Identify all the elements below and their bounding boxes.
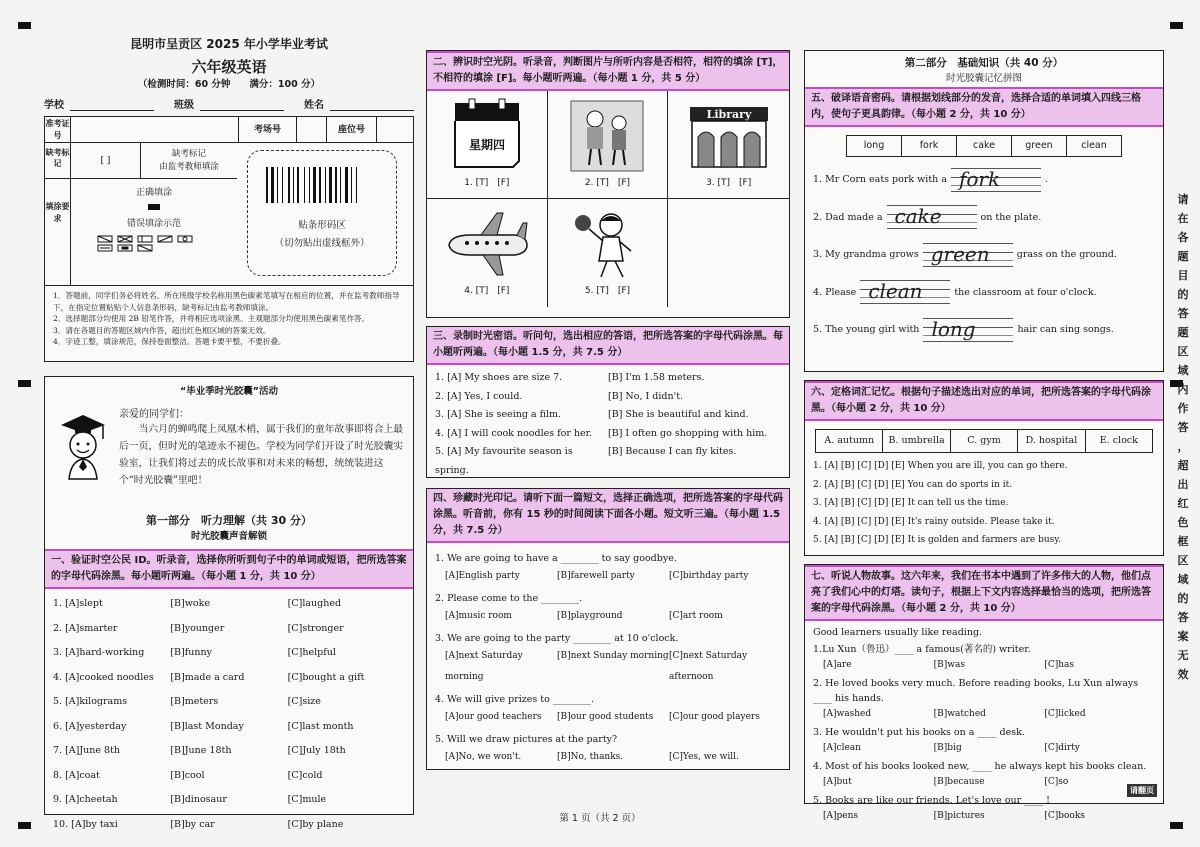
question-text: 5. Will we draw pictures at the party? — [435, 734, 618, 745]
answer-option[interactable]: [C]dirty — [1044, 743, 1080, 753]
seat-label: 座位号 — [327, 117, 377, 142]
sentence-start: 1. Mr Corn eats pork with a — [813, 174, 947, 186]
exam-meta: （检测时间：60 分钟 满分：100 分） — [137, 79, 321, 90]
answer-option[interactable]: [C]size — [287, 696, 321, 707]
vocab-item: B. umbrella — [883, 430, 950, 452]
absent-checkbox[interactable]: [ ] — [71, 143, 141, 178]
question-text: 2. Please come to the ________. — [435, 593, 583, 604]
answer-option[interactable]: [C]mule — [287, 794, 327, 805]
student-info-line — [44, 98, 414, 114]
side-char: 色 — [1177, 516, 1189, 529]
option-row — [813, 740, 1155, 757]
picture-item-2 — [548, 91, 669, 199]
question-text: 2. He loved books very much. Before reading books, Lu Xun always ____ his hands. — [813, 678, 1139, 704]
picture-item-3-label[interactable]: 3. [T] [F] — [706, 178, 752, 188]
side-char: 案 — [1177, 630, 1189, 643]
vocab-item: D. hospital — [1018, 430, 1085, 452]
picture-item-4 — [427, 199, 548, 307]
answer-row — [53, 739, 405, 764]
room-field[interactable] — [297, 117, 327, 142]
answer-option[interactable]: [B]watched — [933, 709, 986, 719]
correct-fill-label: 正确填涂 — [135, 188, 172, 198]
calendar-weekday: 星期四 — [468, 138, 505, 152]
side-char: 无 — [1177, 649, 1189, 662]
side-char: 内 — [1177, 383, 1189, 396]
option-row — [435, 566, 781, 587]
barcode-bar — [345, 167, 348, 203]
word-bank-item: cake — [957, 136, 1012, 156]
picture-item-4-label[interactable]: 4. [T] [F] — [464, 286, 510, 296]
absent-label: 缺考标记 — [45, 143, 71, 178]
side-char: 出 — [1177, 478, 1189, 491]
word-bank-item: fork — [902, 136, 957, 156]
answer-option[interactable]: [A]clean — [823, 743, 861, 753]
turn-page-label: 请翻页 — [1127, 784, 1157, 797]
barcode-bar — [356, 167, 357, 203]
picture-item-5-label[interactable]: 5. [T] [F] — [584, 286, 631, 296]
sentence-start: 5. The young girl with — [813, 324, 920, 336]
sentence-end: the classroom at four o'clock. — [954, 286, 1097, 298]
answer-option[interactable]: [B] She is beautiful and kind. — [608, 409, 749, 420]
sentence-end: on the plate. — [980, 211, 1042, 223]
vocab-question[interactable]: 2. [A] [B] [C] [D] [E] You can do sports in it. — [813, 479, 1013, 490]
answer-option[interactable]: [B]big — [933, 743, 962, 753]
sentence-start: 4. Please — [813, 286, 857, 298]
side-char: ， — [1177, 440, 1189, 453]
question-text: 5. Books are like our friends. Let's love our ____ ! — [813, 795, 1050, 806]
barcode-bar — [293, 167, 294, 203]
barcode-icon — [262, 165, 382, 205]
library-sign: Library — [706, 108, 752, 121]
answer-option[interactable]: [A]are — [823, 660, 852, 670]
answer-option[interactable]: [B]by car — [170, 818, 215, 830]
exam-title: 昆明市呈贡区 2025 年小学毕业考试 — [130, 37, 328, 51]
answer-option[interactable]: [C]Yes, we will. — [669, 752, 739, 762]
answer-option[interactable]: 8. [A]coat — [53, 769, 100, 781]
side-char: 域 — [1177, 364, 1189, 377]
subject-title: 六年级英语 — [191, 58, 267, 76]
exam-header — [44, 36, 414, 92]
answer-option[interactable]: 4. [A] I will cook noodles for her. — [435, 427, 593, 439]
barcode-bar — [282, 167, 283, 203]
section1-header: 一、验证时空公民 ID。听录音，选择你所听到句子中的单词或短语，把所选答案的字母代码涂黑。每小题听两遍。（每小题 1 分，共 10 分） — [45, 549, 413, 589]
wrong-fill-marks — [94, 233, 214, 253]
answer-option[interactable]: 2. [A] Yes, I could. — [435, 390, 523, 402]
side-char: 目 — [1177, 269, 1189, 282]
greeting: 亲爱的同学们： — [119, 409, 189, 420]
airplane-icon — [441, 205, 533, 283]
section7-rows — [813, 642, 1155, 825]
absent-row — [45, 143, 237, 179]
four-line-grid[interactable] — [951, 168, 1041, 192]
section7-box — [804, 564, 1164, 821]
barcode-bar — [304, 167, 305, 203]
barcode-bar — [266, 167, 268, 203]
answer-row — [53, 690, 405, 715]
answer-option[interactable]: [C]stronger — [287, 622, 344, 634]
answer-option[interactable]: [C]has — [1044, 660, 1075, 670]
side-char: 答 — [1177, 421, 1189, 434]
answer-option[interactable]: [B] Because I can fly kites. — [608, 446, 737, 457]
answer-option[interactable]: [B]June 18th — [170, 745, 232, 756]
option-row — [435, 646, 781, 688]
side-char: 红 — [1177, 497, 1189, 510]
fill-examples — [71, 179, 237, 285]
calendar-icon — [447, 97, 527, 175]
answer-option[interactable]: 3. [A]hard-working — [53, 647, 145, 658]
id-row — [45, 117, 413, 143]
handwritten-answer: cake — [894, 204, 942, 229]
answer-option[interactable]: 10. [A]by taxi — [53, 818, 118, 830]
answer-option[interactable]: [A]our good teachers — [445, 712, 542, 722]
answer-row — [53, 764, 405, 789]
answer-row — [53, 666, 405, 691]
handwritten-answer: green — [930, 241, 990, 266]
wrong-fill-label: 错误填涂示范 — [126, 219, 181, 229]
barcode-bar — [271, 167, 274, 203]
section2-grid — [427, 91, 789, 307]
answer-option[interactable]: [B]No, thanks. — [557, 752, 624, 762]
vocab-question[interactable]: 1. [A] [B] [C] [D] [E] When you are ill, you can go there. — [813, 461, 1068, 471]
option-row — [435, 606, 781, 627]
handwritten-answer: clean — [868, 279, 923, 304]
answer-option[interactable]: [B]woke — [170, 598, 210, 609]
class-field[interactable] — [200, 98, 284, 111]
answer-row — [435, 388, 781, 407]
answer-option[interactable]: [B]our good students — [557, 712, 654, 722]
answer-option[interactable]: 5. [A] My favourite season is spring. — [435, 446, 573, 476]
answer-option[interactable]: 1. [A] My shoes are size 7. — [435, 372, 563, 383]
side-char: 在 — [1177, 212, 1189, 225]
question-text: 4. Most of his books looked new, ____ he always kept his books clean. — [813, 761, 1147, 772]
section3-header: 三、录制时光密语。听问句，选出相应的答语，把所选答案的字母代码涂黑。每小题听两遍。（每小题 1.5 分，共 7.5 分） — [427, 327, 789, 365]
vocab-question[interactable]: 3. [A] [B] [C] [D] [E] It can tell us the time. — [813, 498, 1009, 508]
option-row — [435, 747, 781, 768]
side-char: 题 — [1177, 250, 1189, 263]
vocab-item: E. clock — [1099, 435, 1138, 446]
side-char: 答 — [1177, 307, 1189, 320]
side-char: 域 — [1177, 573, 1189, 586]
writing-line-row — [813, 236, 1155, 274]
section4-header: 四、珍藏时光印记。请听下面一篇短文，选择正确选项，把所选答案的字母代码涂黑。听音前，你有 15 秒的时间阅读下面各小题。短文听三遍。（每小题 1.5 分，共 7.5 分） — [427, 489, 789, 543]
option-row — [813, 706, 1155, 723]
sentence-end: . — [1044, 174, 1048, 186]
id-label: 准考证号 — [45, 119, 70, 140]
section5-header: 五、破译语音密码。请根据划线部分的发音，选择合适的单词填入四线三格内，使句子更具韵律。（每小题 2 分，共 10 分） — [805, 87, 1163, 127]
part2-subtitle: 时光胶囊记忆拼图 — [945, 73, 1022, 84]
answer-option[interactable]: [B]farewell party — [557, 571, 635, 581]
four-line-grid[interactable] — [923, 243, 1013, 267]
barcode-bar — [325, 167, 326, 203]
answer-option[interactable]: [A]pens — [823, 811, 859, 821]
listening-box — [44, 376, 414, 830]
barcode-bar — [340, 167, 341, 203]
alignment-marker — [18, 380, 31, 387]
handwritten-answer: long — [931, 316, 976, 341]
answer-option[interactable]: [C]birthday party — [669, 571, 749, 581]
side-instruction — [1174, 190, 1192, 684]
answer-option[interactable]: [B]meters — [170, 696, 219, 707]
picture-item-1 — [427, 91, 548, 199]
answer-option[interactable]: [C]next Saturday afternoon — [669, 651, 748, 682]
note-2: 2．选择题部分均使用 2B 铅笔作答，并将相应选项涂黑。主观题部分均使用黑色碳素笔作答。 — [53, 314, 370, 323]
side-char: 超 — [1177, 459, 1189, 472]
answer-row — [53, 641, 405, 666]
question-text: 1.Lu Xun（鲁迅）____ a famous(著名的) writer. — [813, 644, 1031, 655]
name-label: 姓名 — [304, 100, 324, 111]
side-char: 答 — [1177, 611, 1189, 624]
side-char: 框 — [1177, 535, 1189, 548]
activity-title: “毕业季时光胶囊”活动 — [180, 386, 278, 397]
barcode-bar — [319, 167, 321, 203]
side-char: 区 — [1177, 554, 1189, 567]
section2-box — [426, 50, 790, 318]
answer-row — [53, 715, 405, 740]
section1-rows — [45, 589, 413, 837]
note-3: 3．请在各题目的答题区域内作答，超出红色框区域的答案无效。 — [53, 325, 271, 335]
picture-item-3 — [668, 91, 789, 199]
vocab-item: C. gym — [951, 430, 1018, 452]
answer-option[interactable]: [C]laughed — [287, 598, 342, 609]
fill-row — [45, 179, 237, 285]
absent-note: 缺考标记 由监考教师填涂 — [159, 149, 219, 172]
word-bank-item: long — [847, 136, 902, 156]
answer-option[interactable]: [B]last Monday — [170, 720, 244, 732]
picture-item-5 — [548, 199, 669, 307]
page-footer: 第 1 页（共 2 页） — [559, 813, 641, 824]
answer-option[interactable]: [B] I'm 1.58 meters. — [608, 372, 705, 383]
answer-option[interactable]: [B]next Sunday morning — [557, 651, 669, 661]
answer-option[interactable]: [C]by plane — [287, 818, 344, 830]
intro-area — [45, 383, 413, 513]
answer-option[interactable]: 2. [A]smarter — [53, 622, 118, 634]
answer-option[interactable]: [C]July 18th — [287, 745, 346, 756]
section6-rows — [805, 457, 1163, 550]
section5-box — [804, 50, 1164, 372]
correct-fill-mark — [148, 204, 160, 210]
side-char: 请 — [1177, 193, 1189, 206]
answer-option[interactable]: [C]bought a gift — [287, 671, 365, 683]
answer-option[interactable]: [C]cold — [287, 769, 323, 781]
answer-option[interactable]: [B]cool — [170, 769, 205, 781]
section7-intro: Good learners usually like reading. — [813, 627, 983, 638]
sentence-end: grass on the ground. — [1016, 249, 1117, 261]
four-line-grid[interactable] — [887, 205, 977, 229]
answer-sheet-info — [44, 116, 414, 286]
answer-option[interactable]: [C]helpful — [287, 647, 336, 658]
barcode-bar — [288, 167, 290, 203]
answer-option[interactable]: [A]No, we won't. — [445, 752, 522, 762]
question-text: 3. He wouldn't put his books on a ____ desk. — [813, 727, 1025, 738]
answer-row — [435, 443, 781, 480]
answer-option[interactable]: [C]licked — [1044, 709, 1086, 719]
answer-row — [435, 369, 781, 388]
section2-header: 二、辨识时空光阴。听录音，判断图片与所听内容是否相符，相符的填涂 [T]，不相符的填涂 [F]。每小题听两遍。（每小题 1 分，共 5 分） — [427, 51, 789, 91]
vocab-bank — [815, 429, 1153, 453]
library-building-icon — [684, 97, 774, 175]
vocab-question[interactable]: 4. [A] [B] [C] [D] [E] It's rainy outside. Please take it. — [813, 516, 1055, 527]
writing-line-row — [813, 199, 1155, 237]
name-field[interactable] — [330, 98, 414, 111]
picture-item-empty — [668, 199, 789, 307]
answer-row — [435, 406, 781, 425]
answer-option[interactable]: [B]was — [933, 660, 965, 670]
answer-option[interactable]: [B]dinosaur — [170, 794, 227, 805]
section3-rows — [427, 365, 789, 484]
writing-line-row — [813, 161, 1155, 199]
answer-option[interactable]: [B]made a card — [170, 671, 245, 683]
answer-option[interactable]: [B]funny — [170, 647, 212, 658]
section7-header: 七、听说人物故事。这六年来，我们在书本中遇到了许多伟大的人物，他们点亮了我们心中的灯塔。读句子，根据上下文内容选择最恰当的选项，把所选答案的字母代码涂黑。（每小题 2 分，共 10 分） — [805, 565, 1163, 621]
answer-option[interactable]: 7. [A]June 8th — [53, 745, 121, 756]
answer-option[interactable]: [B]playground — [557, 611, 623, 621]
room-label: 考场号 — [239, 117, 297, 142]
barcode-bar — [277, 167, 278, 203]
note-1: 1．答题前，同学们务必将姓名、所在班级学校名称用黑色碳素笔填写在相应的位置，并在监考教师指导下，在指定位置粘贴个人信息条形码，缺考标记由监考教师填涂。 — [53, 291, 400, 312]
answer-option[interactable]: [A]next Saturday morning — [445, 651, 523, 682]
picture-item-1-label[interactable]: 1. [T] [F] — [464, 178, 510, 188]
answer-option[interactable]: [C]art room — [669, 611, 723, 621]
answer-option[interactable]: [C]books — [1044, 811, 1085, 821]
barcode-bar — [309, 167, 310, 203]
side-char: 题 — [1177, 326, 1189, 339]
side-char: 区 — [1177, 345, 1189, 358]
vocab-question[interactable]: 5. [A] [B] [C] [D] [E] It is golden and farmers are busy. — [813, 535, 1062, 545]
side-char: 效 — [1177, 668, 1189, 681]
option-row — [813, 774, 1155, 791]
answer-option[interactable]: [A]but — [823, 777, 852, 787]
id-field[interactable] — [71, 117, 239, 142]
notes-box — [44, 286, 414, 362]
answer-option[interactable]: 9. [A]cheetah — [53, 794, 118, 805]
answer-option[interactable]: 6. [A]yesterday — [53, 720, 127, 732]
sentence-end: hair can sing songs. — [1017, 324, 1114, 336]
answer-row — [53, 617, 405, 642]
question-text: 3. We are going to the party ________ at 10 o'clock. — [435, 633, 679, 644]
part2-heading — [805, 51, 1163, 87]
word-bank — [846, 135, 1122, 157]
school-label: 学校 — [44, 100, 64, 111]
writing-line-row — [813, 274, 1155, 312]
answer-option[interactable]: [B]younger — [170, 622, 225, 634]
answer-option[interactable]: [B] I often go shopping with him. — [608, 427, 768, 439]
question-text: 1. We are going to have a ________ to say goodbye. — [435, 553, 677, 564]
side-char: 作 — [1177, 402, 1189, 415]
children-playing-picture — [567, 97, 647, 175]
answer-option[interactable]: [C]so — [1044, 777, 1069, 787]
answer-option[interactable]: 3. [A] She is seeing a film. — [435, 409, 562, 420]
answer-option[interactable]: [A]washed — [823, 709, 872, 719]
barcode-bar — [297, 167, 299, 203]
part1-title: 第一部分 听力理解（共 30 分） — [146, 514, 312, 527]
graduate-boy-icon — [55, 411, 111, 481]
sentence-start: 3. My grandma grows — [813, 249, 919, 261]
answer-row — [435, 425, 781, 444]
picture-item-2-label[interactable]: 2. [T] [F] — [584, 178, 631, 188]
school-field[interactable] — [70, 98, 154, 111]
section5-lines — [805, 157, 1163, 353]
sentence-start: 2. Dad made a — [813, 211, 883, 223]
part2-title: 第二部分 基础知识（共 40 分） — [904, 57, 1064, 69]
four-line-grid[interactable] — [923, 318, 1013, 342]
writing-line-row — [813, 311, 1155, 349]
boy-with-ball-icon — [567, 205, 647, 283]
section6-header: 六、定格词汇记忆。根据句子描述选出对应的单词，把所选答案的字母代码涂黑。（每小题 2 分，共 10 分） — [805, 381, 1163, 421]
option-row — [813, 657, 1155, 674]
four-line-grid[interactable] — [860, 280, 950, 304]
side-char: 各 — [1177, 231, 1189, 244]
intro-body: 当六月的蝉鸣爬上凤凰木梢，属于我们的童年故事即将合上最后一页，但时光的笔迹永不褪色。学校为同学们开设了时光胶囊实验室，让我们将过去的成长故事和对未来的畅想，统统装进这个“时光胶囊”里吧！ — [119, 424, 404, 486]
answer-option[interactable]: [C]our good players — [669, 712, 760, 722]
fill-label: 填涂要求 — [45, 179, 71, 285]
answer-option[interactable]: 5. [A]kilograms — [53, 696, 128, 707]
barcode-bar — [335, 167, 337, 203]
question-text: 4. We will give prizes to ________. — [435, 694, 594, 705]
part1-subtitle: 时光胶囊声音解锁 — [190, 531, 267, 542]
note-4: 4．字迹工整，填涂规范，保持卷面整洁。答题卡要平整，不要折叠。 — [53, 337, 286, 346]
barcode-bar — [329, 167, 332, 203]
word-bank-item: clean — [1081, 140, 1107, 151]
answer-row — [53, 592, 405, 617]
column-right — [804, 36, 1164, 821]
alignment-marker — [18, 22, 31, 29]
column-left — [44, 36, 414, 830]
section4-rows — [427, 543, 789, 772]
answer-option[interactable]: [B] No, I didn't. — [608, 390, 684, 402]
answer-option[interactable]: [B]pictures — [933, 811, 985, 821]
answer-option[interactable]: [A]English party — [445, 571, 520, 581]
answer-option[interactable]: 4. [A]cooked noodles — [53, 671, 154, 683]
barcode-area — [247, 150, 397, 276]
side-char: 的 — [1177, 288, 1189, 301]
section3-box — [426, 326, 790, 478]
section7-body — [805, 621, 1163, 829]
section4-box — [426, 488, 790, 770]
handwritten-answer: fork — [958, 166, 1001, 191]
word-bank-item: green — [1012, 136, 1067, 156]
answer-option[interactable]: 1. [A]slept — [53, 598, 103, 609]
answer-option[interactable]: [A]music room — [445, 611, 512, 621]
alignment-marker — [1170, 22, 1183, 29]
seat-field[interactable] — [377, 117, 413, 142]
answer-row — [53, 788, 405, 813]
barcode-bar — [313, 167, 316, 203]
vocab-item: A. autumn — [816, 430, 883, 452]
column-middle — [426, 36, 790, 795]
section6-box — [804, 380, 1164, 556]
side-char: 的 — [1177, 592, 1189, 605]
barcode-note: （切勿贴出虚线框外） — [274, 238, 370, 249]
barcode-label: 贴条形码区 — [298, 220, 346, 231]
class-label: 班级 — [174, 100, 194, 111]
barcode-bar — [351, 167, 352, 203]
answer-option[interactable]: [B]because — [933, 777, 985, 787]
answer-option[interactable]: [C]last month — [287, 720, 354, 732]
option-row — [435, 707, 781, 728]
